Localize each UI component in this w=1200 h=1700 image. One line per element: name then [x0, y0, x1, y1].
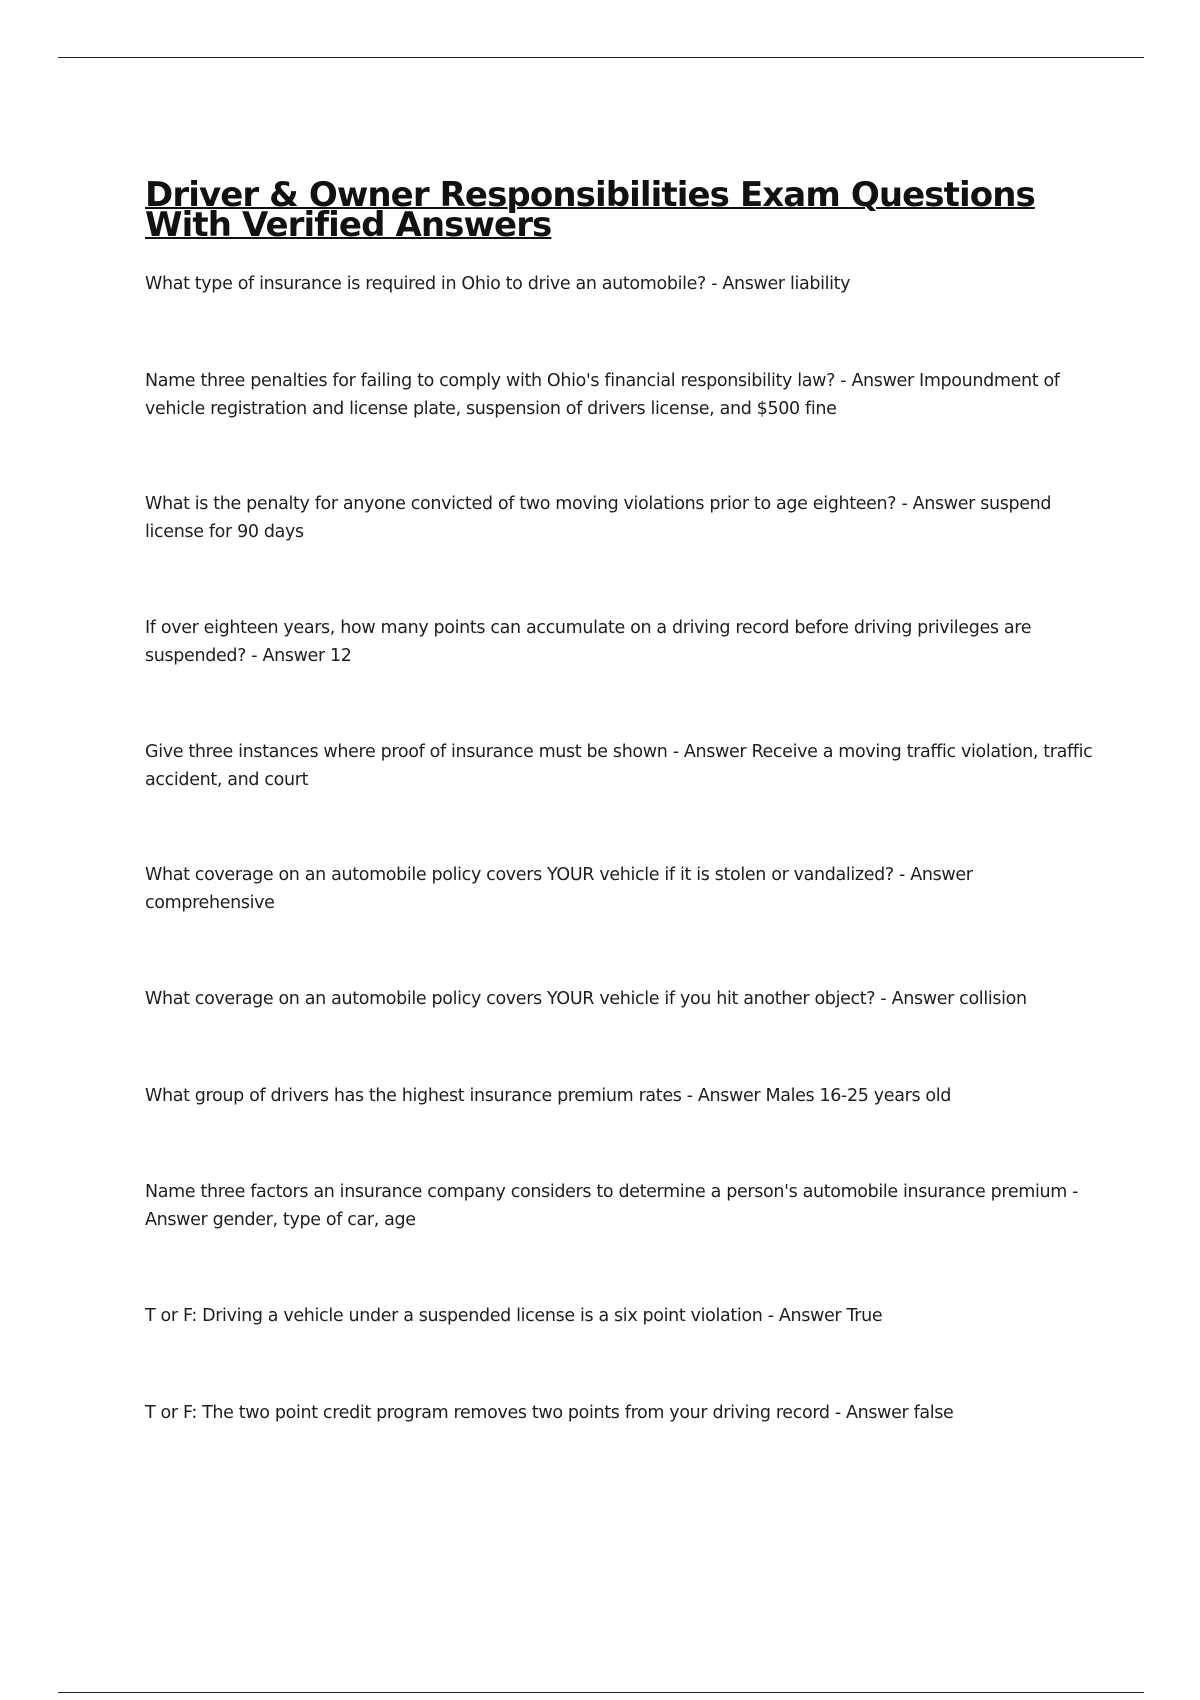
- qa-item-4: If over eighteen years, how many points can accumulate on a driving record before driving privileges are suspended? - Answer 12: [145, 618, 1032, 666]
- qa-item-2: Name three penalties for failing to comply with Ohio's financial responsibility law? - Answer Impoundment of vehicle registration and license plate, suspension of drivers license, and $500 fine: [145, 371, 1060, 419]
- qa-item-6: What coverage on an automobile policy covers YOUR vehicle if it is stolen or vandalized? - Answer comprehensive: [145, 865, 973, 913]
- qa-item-10: T or F: Driving a vehicle under a suspended license is a six point violation - Answer True: [145, 1306, 883, 1326]
- qa-item-3: What is the penalty for anyone convicted of two moving violations prior to age eighteen? - Answer suspend license for 90 days: [145, 494, 1052, 542]
- qa-item-9: Name three factors an insurance company considers to determine a person's automobile insurance premium - Answer gender, type of car, age: [145, 1182, 1079, 1230]
- qa-item-8: What group of drivers has the highest insurance premium rates - Answer Males 16-25 years old: [145, 1086, 952, 1106]
- document-title: Driver & Owner Responsibilities Exam Questions With Verified Answers: [145, 175, 1035, 245]
- qa-item-5: Give three instances where proof of insurance must be shown - Answer Receive a moving traffic violation, traffic accident, and court: [145, 742, 1093, 790]
- footer-rule: [58, 1692, 1144, 1693]
- header-rule: [58, 57, 1144, 58]
- qa-item-7: What coverage on an automobile policy covers YOUR vehicle if you hit another object? - Answer collision: [145, 989, 1027, 1009]
- qa-item-1: What type of insurance is required in Ohio to drive an automobile? - Answer liability: [145, 274, 851, 294]
- qa-item-11: T or F: The two point credit program removes two points from your driving record - Answer false: [145, 1403, 954, 1423]
